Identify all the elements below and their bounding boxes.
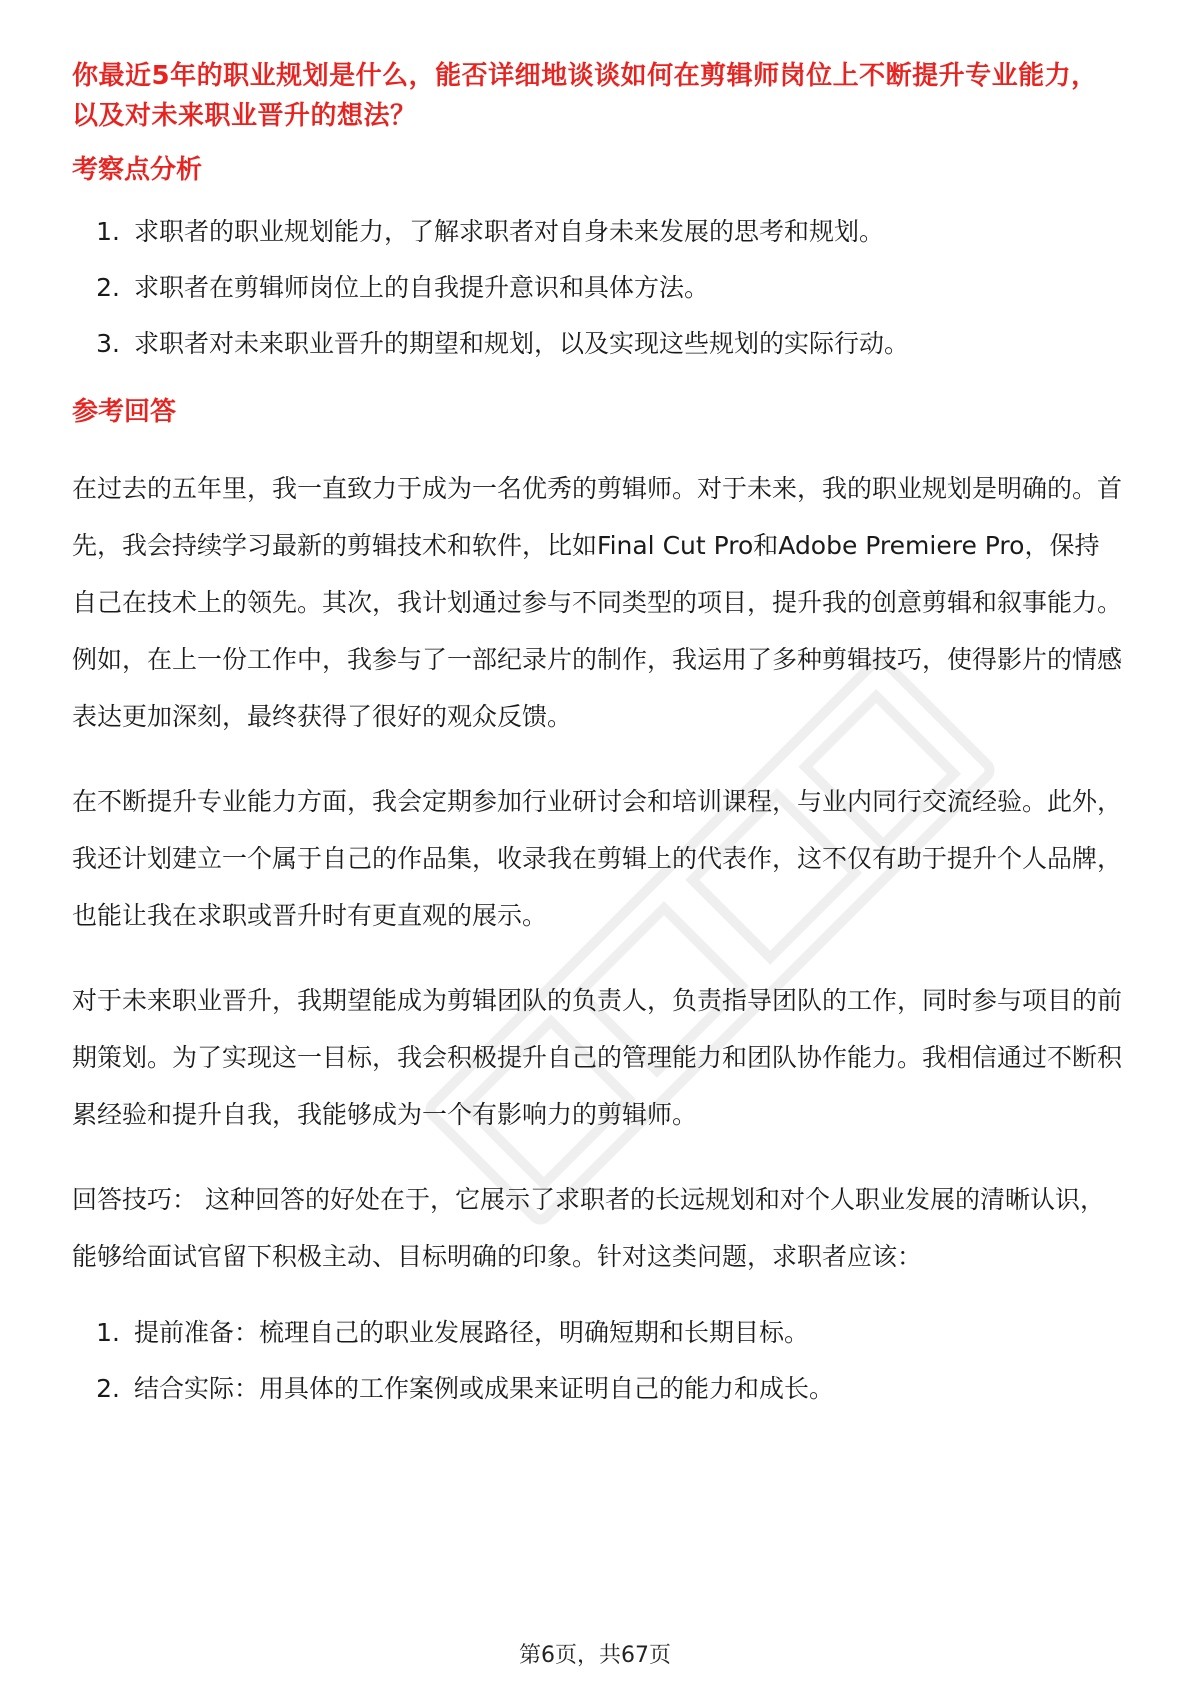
list-item — [72, 1305, 1122, 1361]
list-item — [72, 316, 1122, 372]
list-text: 求职者在剪辑师岗位上的自我提升意识和具体方法。 — [134, 273, 710, 302]
question-heading: 你最近5年的职业规划是什么，能否详细地谈谈如何在剪辑师岗位上不断提升专业能力，以及对未来职业晋升的想法？ — [72, 61, 1098, 131]
answer-title: 参考回答 — [72, 397, 177, 427]
tips-list — [72, 1305, 1122, 1417]
tips-paragraph: 回答技巧： 这种回答的好处在于，它展示了求职者的长远规划和对个人职业发展的清晰认识，能够给面试官留下积极主动、目标明确的印象。针对这类问题，求职者应该： — [72, 1185, 1105, 1271]
list-text: 提前准备：梳理自己的职业发展路径，明确短期和长期目标。 — [134, 1318, 810, 1347]
list-item — [72, 1361, 1122, 1417]
list-number: 1. — [96, 1318, 120, 1347]
list-item — [72, 260, 1122, 316]
list-number: 1. — [96, 217, 120, 246]
analysis-title: 考察点分析 — [72, 155, 203, 185]
answer-paragraph: 在过去的五年里，我一直致力于成为一名优秀的剪辑师。对于未来，我的职业规划是明确的。首先，我会持续学习最新的剪辑技术和软件，比如Final Cut Pro和Adobe Premiere Pro，保持自己在技术上的领先。其次，我计划通过参与不同类型的项目，提升我的创意剪辑和叙事能力。例如，在上一份工作中，我参与了一部纪录片的制作，我运用了多种剪辑技巧，使得影片的情感表达更加深刻，最终获得了很好的观众反馈。 — [72, 474, 1123, 731]
answer-paragraph: 对于未来职业晋升，我期望能成为剪辑团队的负责人，负责指导团队的工作，同时参与项目的前期策划。为了实现这一目标，我会积极提升自己的管理能力和团队协作能力。我相信通过不断积累经验和提升自我，我能够成为一个有影响力的剪辑师。 — [72, 986, 1123, 1129]
list-text: 求职者的职业规划能力，了解求职者对自身未来发展的思考和规划。 — [134, 217, 885, 246]
list-text: 结合实际：用具体的工作案例或成果来证明自己的能力和成长。 — [134, 1374, 835, 1403]
list-number: 3. — [96, 329, 120, 358]
answer-paragraph: 在不断提升专业能力方面，我会定期参加行业研讨会和培训课程，与业内同行交流经验。此外，我还计划建立一个属于自己的作品集，收录我在剪辑上的代表作，这不仅有助于提升个人品牌，也能让我在求职或晋升时有更直观的展示。 — [72, 787, 1123, 930]
list-number: 2. — [96, 1374, 120, 1403]
list-item — [72, 204, 1122, 260]
document-page — [72, 56, 1122, 1417]
list-text: 求职者对未来职业晋升的期望和规划，以及实现这些规划的实际行动。 — [134, 329, 910, 358]
analysis-list — [72, 204, 1122, 372]
list-number: 2. — [96, 273, 120, 302]
page-footer: 第6页，共67页 — [519, 1643, 671, 1668]
